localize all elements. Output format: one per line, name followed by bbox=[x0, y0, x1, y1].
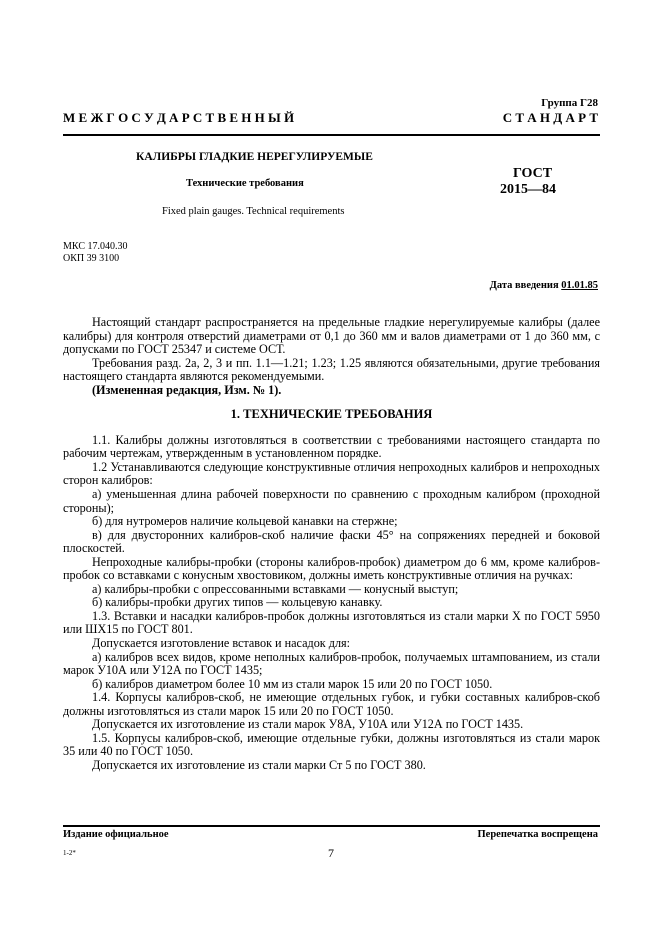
document-subtitle: Технические требования bbox=[186, 178, 304, 189]
text-line: б) калибры-пробки других типов — кольцевую канавку. bbox=[92, 595, 383, 610]
gost-label: ГОСТ bbox=[513, 166, 553, 181]
okp-code: ОКП 39 3100 bbox=[63, 253, 120, 264]
text-line: плоскостей. bbox=[63, 541, 125, 556]
paragraph bbox=[63, 610, 600, 637]
text-line: б) для нутромеров наличие кольцевой канавки на стержне; bbox=[92, 514, 398, 529]
reprint-notice: Перепечатка воспрещена bbox=[477, 829, 598, 840]
paragraph bbox=[63, 759, 600, 773]
text-line: (Измененная редакция, Изм. № 1). bbox=[92, 382, 282, 397]
paragraph bbox=[63, 357, 600, 384]
text-line: а) калибров всех видов, кроме неполных калибров-пробок, получаемых штампованием, из стали bbox=[92, 649, 600, 664]
group-label: Группа Г28 bbox=[541, 97, 598, 109]
page-number: 7 bbox=[328, 846, 334, 860]
paragraph bbox=[63, 316, 600, 357]
paragraph bbox=[63, 637, 600, 651]
section-heading bbox=[63, 408, 600, 422]
text-line: 1.3. Вставки и насадки калибров-пробок должны изготовляться из стали марки Х по ГОСТ 5950 bbox=[92, 608, 600, 623]
text-line: 1.1. Калибры должны изготовляться в соответствии с требованиями настоящего стандарта по bbox=[92, 432, 600, 447]
header-rule bbox=[63, 134, 600, 136]
text-line: Допускается их изготовление из стали марки Ст 5 по ГОСТ 380. bbox=[92, 757, 426, 772]
paragraph bbox=[63, 488, 600, 515]
standard-word: С Т А Н Д А Р Т bbox=[502, 110, 598, 125]
text-line: 1.5. Корпусы калибров-скоб, имеющие отдельные губки, должны изготовляться из стали марок bbox=[92, 730, 600, 745]
paragraph bbox=[63, 651, 600, 678]
text-line: 35 или 40 по ГОСТ 1050. bbox=[63, 744, 194, 759]
text-line: пробок со вставками с конусным хвостовиком, должны иметь конструктивные отличия на ручках: bbox=[63, 568, 574, 583]
text-line: Требования разд. 2а, 2, 3 и пп. 1.1—1.21; 1.23; 1.25 являются обязательными, другие требования bbox=[92, 355, 600, 370]
intro-date-label: Дата введения bbox=[489, 280, 559, 291]
text-line: Настоящий стандарт распространяется на предельные гладкие нерегулируемые калибры (далее bbox=[92, 315, 600, 329]
text-line: должны изготовляться из стали марок 15 или 20 по ГОСТ 1050. bbox=[63, 703, 394, 718]
official-edition: Издание официальное bbox=[63, 829, 169, 840]
paragraph bbox=[63, 718, 600, 732]
paragraph bbox=[63, 384, 600, 398]
intro-date-value: 01.01.85 bbox=[561, 280, 598, 291]
text-line: 1.2 Устанавливаются следующие конструктивные отличия непроходных калибров и непроходных bbox=[92, 459, 600, 474]
sheet-mark: 1-2* bbox=[63, 849, 76, 857]
text-line: рабочим чертежам, утвержденным в установленном порядке. bbox=[63, 446, 382, 461]
text-line: допусками по ГОСТ 25347 и системе ОСТ. bbox=[63, 342, 286, 357]
paragraph bbox=[63, 461, 600, 488]
footer-rule bbox=[63, 825, 600, 827]
text-line: а) калибры-пробки с опрессованными вставками — конусный выступ; bbox=[92, 581, 459, 596]
paragraph bbox=[63, 529, 600, 556]
text-line: марок У10А или У12А по ГОСТ 1435; bbox=[63, 663, 263, 678]
text-line: калибры) для контроля отверстий диаметрами от 0,1 до 360 мм и валов диаметрами от 1 до 360 мм, с bbox=[63, 328, 600, 343]
paragraph bbox=[63, 434, 600, 461]
text-line: сторон калибров: bbox=[63, 473, 153, 488]
text-line: а) уменьшенная длина рабочей поверхности по сравнению с проходным калибром (проходной bbox=[92, 487, 600, 502]
text-line: Допускается их изготовление из стали марок У8А, У10А или У12А по ГОСТ 1435. bbox=[92, 717, 524, 732]
text-line: б) калибров диаметром более 10 мм из стали марок 15 или 20 по ГОСТ 1050. bbox=[92, 676, 493, 691]
text-line: Допускается изготовление вставок и насадок для: bbox=[92, 636, 351, 651]
paragraph bbox=[63, 515, 600, 529]
text-line: Непроходные калибры-пробки (стороны калибров-пробок) диаметром до 6 мм, кроме калибров- bbox=[92, 554, 600, 569]
text-line: настоящего стандарта являются рекомендуемыми. bbox=[63, 369, 325, 384]
text-line: в) для двусторонних калибров-скоб наличие фаски 45° на сопряжениях передней и боковой bbox=[92, 527, 600, 542]
text-line: 1.4. Корпусы калибров-скоб, не имеющие отдельных губок, и губки составных калибров-скоб bbox=[92, 690, 600, 705]
paragraph bbox=[63, 556, 600, 583]
paragraph bbox=[63, 678, 600, 692]
paragraph bbox=[63, 596, 600, 610]
intro-date bbox=[490, 280, 598, 291]
paragraph bbox=[63, 583, 600, 597]
text-line: 1. ТЕХНИЧЕСКИЕ ТРЕБОВАНИЯ bbox=[230, 407, 433, 422]
text-line: стороны); bbox=[63, 500, 115, 515]
document-body bbox=[63, 316, 600, 773]
standard-type: М Е Ж Г О С У Д А Р С Т В Е Н Н Ы Й bbox=[63, 110, 295, 125]
english-title: Fixed plain gauges. Technical requirements bbox=[162, 206, 345, 217]
document-title: КАЛИБРЫ ГЛАДКИЕ НЕРЕГУЛИРУЕМЫЕ bbox=[136, 151, 373, 163]
gost-number: 2015—84 bbox=[500, 182, 556, 197]
paragraph bbox=[63, 691, 600, 718]
paragraph bbox=[63, 732, 600, 759]
mks-code: МКС 17.040.30 bbox=[63, 241, 128, 252]
text-line: или ШХ15 по ГОСТ 801. bbox=[63, 622, 193, 637]
